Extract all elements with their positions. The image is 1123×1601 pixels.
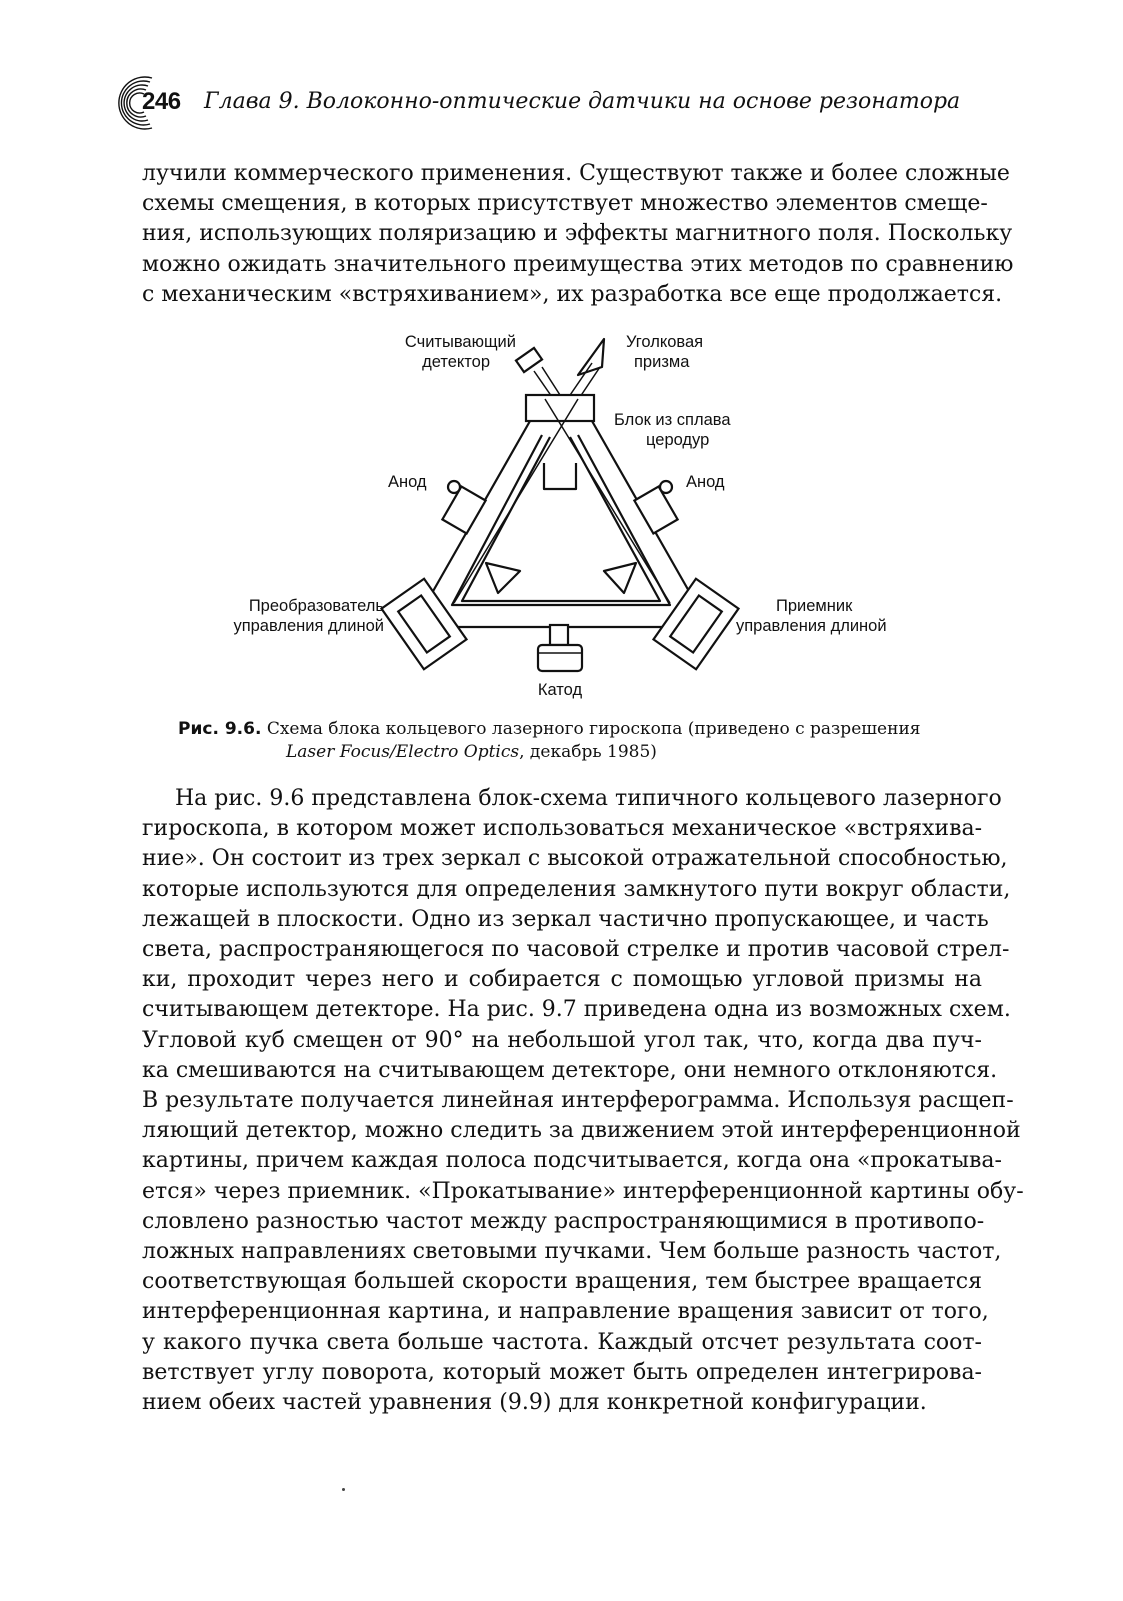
text-line: картины, причем каждая полоса подсчитывается, когда она «прокатыва- bbox=[142, 1148, 1002, 1174]
caption-line-1 bbox=[178, 718, 978, 741]
text-line: света, распространяющегося по часовой стрелке и против часовой стрел- bbox=[142, 937, 1010, 963]
caption-date: , декабрь 1985) bbox=[519, 742, 657, 762]
anode-right bbox=[634, 481, 677, 533]
paragraph-1 bbox=[142, 159, 1014, 310]
text-line: у какого пучка света больше частота. Каждый отсчет результата соот- bbox=[142, 1329, 982, 1355]
cathode bbox=[538, 625, 582, 671]
text-line: лежащей в плоскости. Одно из зеркал частично пропускающее, и часть bbox=[142, 906, 989, 932]
text-line: схемы смещения, в которых присутствует множество элементов смеще- bbox=[142, 191, 988, 217]
caption-source: Laser Focus/Electro Optics bbox=[286, 742, 520, 762]
ring-laser-gyro-diagram bbox=[200, 325, 920, 710]
text-line: гироскопа, в котoром может использоваться механическое «встряхива- bbox=[142, 816, 982, 842]
text-line: ветствует углу поворота, который может быть определен интегрирова- bbox=[142, 1359, 982, 1385]
print-speck bbox=[342, 1488, 345, 1491]
caption-text: Схема блока кольцевого лазерного гироскопа (приведено с разрешения bbox=[266, 719, 921, 739]
figure-caption bbox=[178, 718, 978, 764]
running-title: Глава 9. Волоконно-оптические датчики на основе резонатора bbox=[204, 89, 961, 114]
text-line: можно ожидать значительного преимущества этих методов по сравнению bbox=[142, 251, 1014, 277]
text-line: ется» через приемник. «Прокатывание» интерференционной картины обу- bbox=[142, 1178, 1024, 1204]
label-anode-left: Анод bbox=[388, 473, 427, 491]
label-cathode: Катод bbox=[537, 681, 583, 699]
text-line: ки, проходит через него и собирается с помощью угловой призмы на bbox=[142, 967, 982, 993]
readout-detector bbox=[516, 348, 560, 397]
label-detector: Считывающий bbox=[404, 333, 516, 351]
corner-prism bbox=[566, 339, 604, 403]
label-anode-right: Анод bbox=[686, 473, 725, 491]
text-line: с механическим «встряхиванием», их разработка все еще продолжается. bbox=[142, 281, 1003, 307]
label-block: Блок из сплава bbox=[614, 411, 731, 429]
top-mirror-block bbox=[526, 395, 594, 421]
caption-line-2 bbox=[178, 741, 978, 764]
text-line: считывающем детекторе. На рис. 9.7 приведена одна из возможных схем. bbox=[142, 997, 1011, 1023]
caption-number: Рис. 9.6. bbox=[178, 719, 262, 739]
label-prism-2: призма bbox=[634, 353, 690, 371]
text-line: лучили коммерческого применения. Существуют также и более сложные bbox=[142, 161, 1010, 186]
text-line: словлено разностью частот между распространяющимися в противопо- bbox=[142, 1208, 985, 1234]
label-receiver-2: управления длиной bbox=[736, 617, 887, 635]
label-detector-2: детектор bbox=[422, 353, 490, 371]
text-line: которые используются для определения замкнутого пути вокруг области, bbox=[142, 876, 1011, 902]
label-transducer-2: управления длиной bbox=[233, 617, 384, 635]
text-line: ние». Он состоит из трех зеркал с высокой отражательной способностью, bbox=[142, 846, 1008, 872]
label-block-2: церодур bbox=[646, 431, 710, 449]
anode-left bbox=[442, 481, 485, 533]
label-transducer: Преобразователь bbox=[248, 597, 384, 615]
text-line: соответствующая большей скорости вращения, тем быстрее вращается bbox=[142, 1269, 982, 1295]
text-line: В результате получается линейная интерферограмма. Используя расщеп- bbox=[142, 1088, 1014, 1114]
text-line: ка смешиваются на считывающем детекторе, они немного отклоняются. bbox=[142, 1057, 998, 1083]
text-line: Угловой куб смещен от 90° на небольшой угол так, что, когда два пуч- bbox=[142, 1027, 982, 1053]
cathode-notch bbox=[544, 463, 576, 489]
length-transducer-left bbox=[381, 579, 466, 669]
text-line: ния, использующих поляризацию и эффекты магнитного поля. Поскольку bbox=[142, 221, 1013, 247]
length-receiver-right bbox=[653, 579, 738, 669]
text-line: интерференционная картина, и направление вращения зависит от того, bbox=[142, 1299, 989, 1325]
text-line: ложных направлениях световыми пучками. Чем больше разность частот, bbox=[142, 1239, 1002, 1265]
label-prism: Уголковая bbox=[626, 333, 704, 351]
text-line: нием обеих частей уравнения (9.9) для конкретной конфигурации. bbox=[142, 1390, 927, 1416]
paragraph-2 bbox=[142, 784, 1024, 1418]
text-line: На рис. 9.6 представлена блок-схема типичного кольцевого лазерного bbox=[175, 786, 1002, 811]
page-number: 246 bbox=[142, 88, 181, 115]
text-line: ляющий детектор, можно следить за движением этой интерференционной bbox=[142, 1118, 1021, 1144]
label-receiver: Приемник bbox=[776, 597, 853, 615]
